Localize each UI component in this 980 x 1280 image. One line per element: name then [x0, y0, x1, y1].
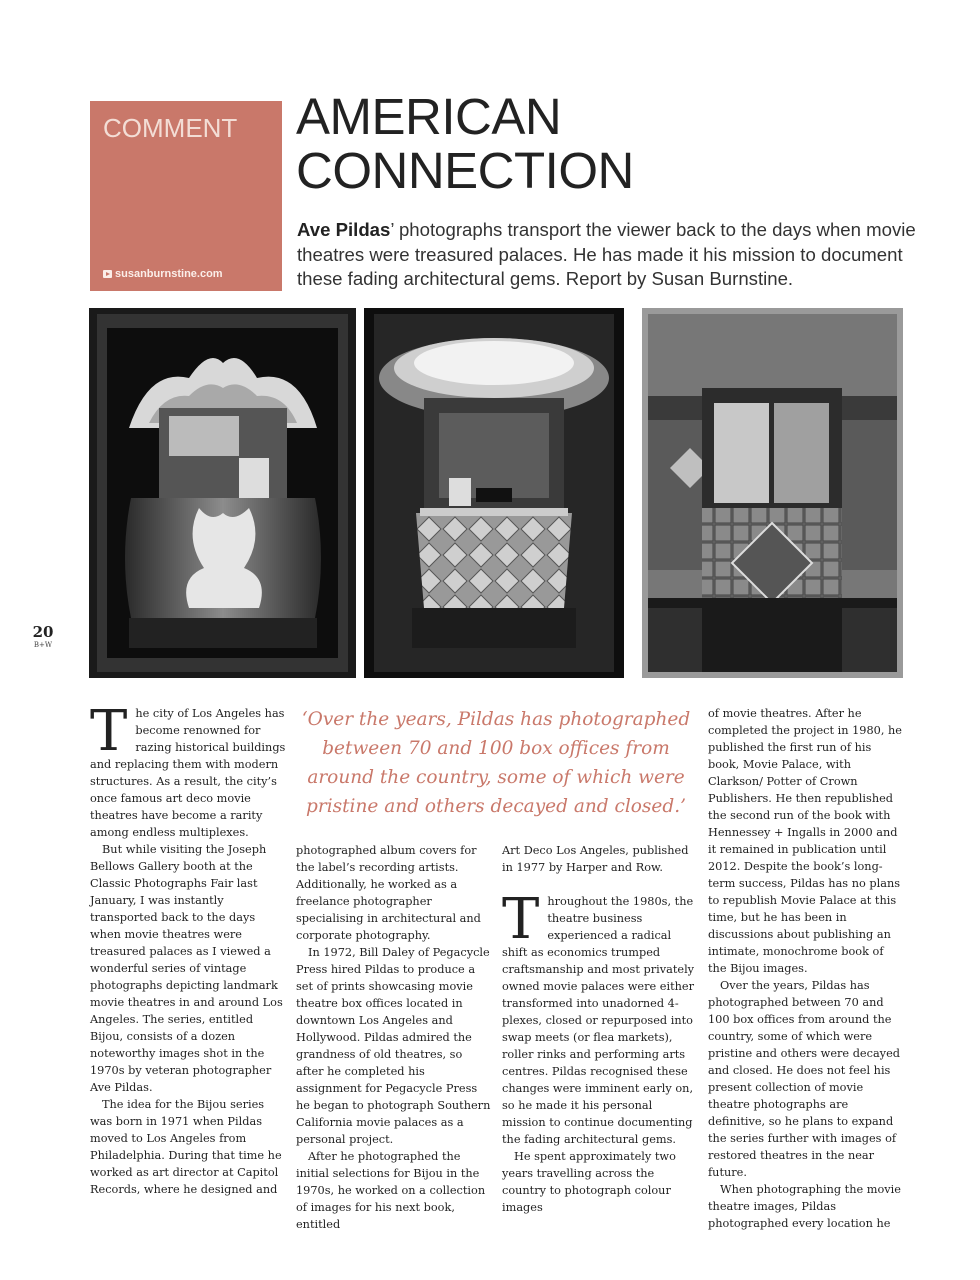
page-folio: [32, 623, 54, 649]
website-text: susanburnstine.com: [115, 268, 223, 280]
standfirst-text: ’ photographs transport the viewer back to the days when movie theatres were treasured palaces. He has made it his mission to document these fading architectural gems. Report by Susan Burnstine.: [297, 219, 916, 289]
pull-quote: ‘Over the years, Pildas has photographed between 70 and 100 box offices from around the country, some of which were pristine and others decayed and closed.’: [301, 709, 691, 817]
drop-cap: T: [90, 699, 128, 764]
paragraph: [90, 699, 286, 841]
standfirst-name: Ave Pildas: [297, 219, 391, 240]
paragraph: photographed album covers for the label’s recording artists. Additionally, he worked as a freelance photographer specialising in architectural and corporate photography.: [296, 844, 481, 942]
paragraph: But while visiting the Joseph Bellows Gallery booth at the Classic Photographs Fair last January, I was instantly transported back to the days when movie theatres were treasured palaces as I viewed a wonderful series of vintage photographs depicting landmark movie theatres in and around Los Angeles. The series, entitled Bijou, consists of a dozen noteworthy images shot in the 1970s by veteran photographer Ave Pildas.: [90, 843, 283, 1094]
paragraph: Over the years, Pildas has photographed between 70 and 100 box offices from around the country, some of which were pristine and others were decayed and closed. He does not feel his present collection of movie theatre photographs are definitive, so he plans to expand the series further with images of restored theatres in the near future.: [708, 979, 900, 1179]
paragraph: [502, 887, 698, 1148]
standfirst: [297, 218, 927, 292]
photo-box-office-kiosk: [642, 308, 903, 678]
headline-line-2: CONNECTION: [296, 142, 634, 199]
paragraph: Art Deco Los Angeles, published in 1977 by Harper and Row.: [502, 844, 689, 874]
paragraph: When photographing the movie theatre images, Pildas photographed every location he: [708, 1183, 901, 1230]
headline-line-1: AMERICAN: [296, 88, 562, 145]
page-number: 20: [32, 623, 54, 641]
photo-box-office-ornate: [89, 308, 356, 678]
paragraph: He spent approximately two years travelling across the country to photograph colour images: [502, 1150, 676, 1214]
paragraph-text: hroughout the 1980s, the theatre business experienced a radical shift as economics trumped craftsmanship and most privately owned movie palaces were either transformed into unadorned 4-plexes, closed or repurposed into swap meets (or flea markets), roller rinks and performing arts centres. Pildas recognised these changes were imminent early on, so he made it his personal mission to continue documenting the fading architectural gems.: [502, 895, 695, 1146]
paragraph: After he photographed the initial selections for Bijou in the 1970s, he worked on a collection of images for his next book, entitled: [296, 1150, 486, 1231]
section-label: COMMENT: [103, 113, 238, 143]
article-column-1: [90, 699, 286, 1198]
article-column-2: [296, 842, 492, 1233]
comment-section-box: [90, 101, 282, 291]
paragraph: of movie theatres. After he completed the project in 1980, he published the first run of his book, Movie Palace, with Clarkson/ Potter of Crown Publishers. He then republished the second run of the book with Hennessey + Ingalls in 2000 and it remained in publication until 2012. Despite the book’s long-term success, Pildas has no plans to republish Movie Palace at this time, but he has been in discussions about publishing an intimate, monochrome book of the Bijou images.: [708, 707, 902, 975]
drop-cap: T: [502, 887, 540, 952]
photo-box-office-round: [364, 308, 624, 678]
paragraph-text: he city of Los Angeles has become renowned for razing historical buildings and replacing them with modern structures. As a result, the city’s once famous art deco movie theatres have become a rarity among endless multiplexes.: [90, 707, 286, 839]
website-link[interactable]: [103, 268, 223, 280]
magazine-name: B+W: [33, 641, 53, 649]
article-column-3: [502, 842, 698, 1216]
video-play-icon: [103, 270, 112, 278]
paragraph: In 1972, Bill Daley of Pegacycle Press hired Pildas to produce a set of prints showcasing movie theatre box offices located in downtown Los Angeles and Hollywood. Pildas admired the grandness of old theatres, so after he completed his assignment for Pegacycle Press he began to photograph Southern California movie palaces as a personal project.: [296, 946, 491, 1146]
article-headline: [296, 90, 634, 198]
paragraph: The idea for the Bijou series was born in 1971 when Pildas moved to Los Angeles from Philadelphia. During that time he worked as art director at Capitol Records, where he designed and: [90, 1098, 282, 1196]
article-column-4: [708, 705, 904, 1232]
